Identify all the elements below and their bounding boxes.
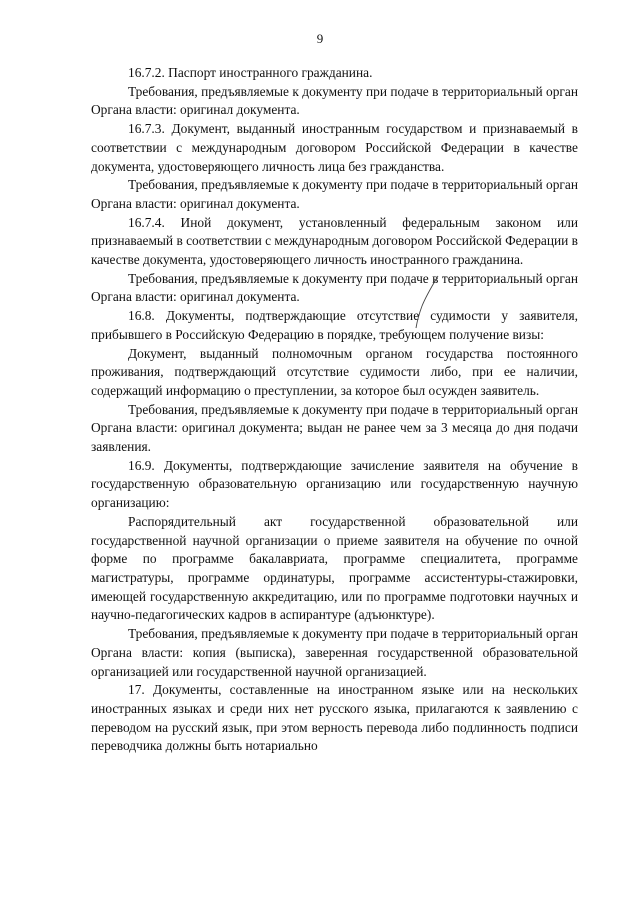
paragraph-document-no-criminal-record: Документ, выданный полномочным органом государства постоянного проживания, подтверждающий отсутствие судимости либо, при ее наличии, содержащий информацию о преступлении, за которое был осужден заявитель. bbox=[91, 345, 578, 398]
paragraph-requirements: Требования, предъявляемые к документу при подаче в территориальный орган Органа власти: оригинал документа. bbox=[91, 270, 578, 305]
paragraph-requirements: Требования, предъявляемые к документу при подаче в территориальный орган Органа власти: копия (выписка), заверенная государственной образовательной организацией или государственной научной организацией. bbox=[91, 626, 578, 679]
paragraph-requirements: Требования, предъявляемые к документу при подаче в территориальный орган Органа власти: оригинал документа. bbox=[91, 177, 578, 211]
paragraph-admission-order: Распорядительный акт государственной образовательной или государственной научной организации о приеме заявителя на обучение по очной форме по программе бакалавриата, программе специалитета, программе магистратуры, программе ординатуры, программе ассистентуры-стажировки, имеющей государственную аккредитацию, или по программе подготовки научных и научно-педагогических кадров в аспирантуре (адъюнктуре). bbox=[91, 513, 578, 623]
paragraph-requirements: Требования, предъявляемые к документу при подаче в территориальный орган Органа власти: оригинал документа. bbox=[91, 83, 578, 118]
paragraph-16-9: 16.9. Документы, подтверждающие зачисление заявителя на обучение в государственную образовательную организацию или государственную научную организацию: bbox=[91, 457, 578, 511]
document-body bbox=[91, 64, 578, 756]
paragraph-17: 17. Документы, составленные на иностранном языке или на нескольких иностранных языках и среди них нет русского языка, прилагаются к заявлению с переводом на русский язык, при этом верность перевода либо подлинность подписи переводчика должны быть нотариально bbox=[91, 682, 578, 754]
paragraph-16-7-3: 16.7.3. Документ, выданный иностранным государством и признаваемый в соответствии с международным договором Российской Федерации в качестве документа, удостоверяющего личность лица без гражданства. bbox=[91, 121, 578, 174]
paragraph-16-7-4: 16.7.4. Иной документ, установленный федеральным законом или признаваемый в соответствии с международным договором Российской Федерации в качестве документа, удостоверяющего личность иностранного гражданина. bbox=[91, 214, 578, 268]
paragraph-16-7-2: 16.7.2. Паспорт иностранного гражданина. bbox=[128, 65, 373, 80]
paragraph-16-8: 16.8. Документы, подтверждающие отсутствие судимости у заявителя, прибывшего в Российскую Федерацию в порядке, требующем получение визы: bbox=[91, 308, 578, 342]
paragraph-requirements: Требования, предъявляемые к документу при подаче в территориальный орган Органа власти: оригинал документа; выдан не ранее чем за 3 месяца до дня подачи заявления. bbox=[91, 401, 578, 455]
pen-mark-icon bbox=[404, 272, 444, 332]
page-number: 9 bbox=[316, 31, 324, 46]
